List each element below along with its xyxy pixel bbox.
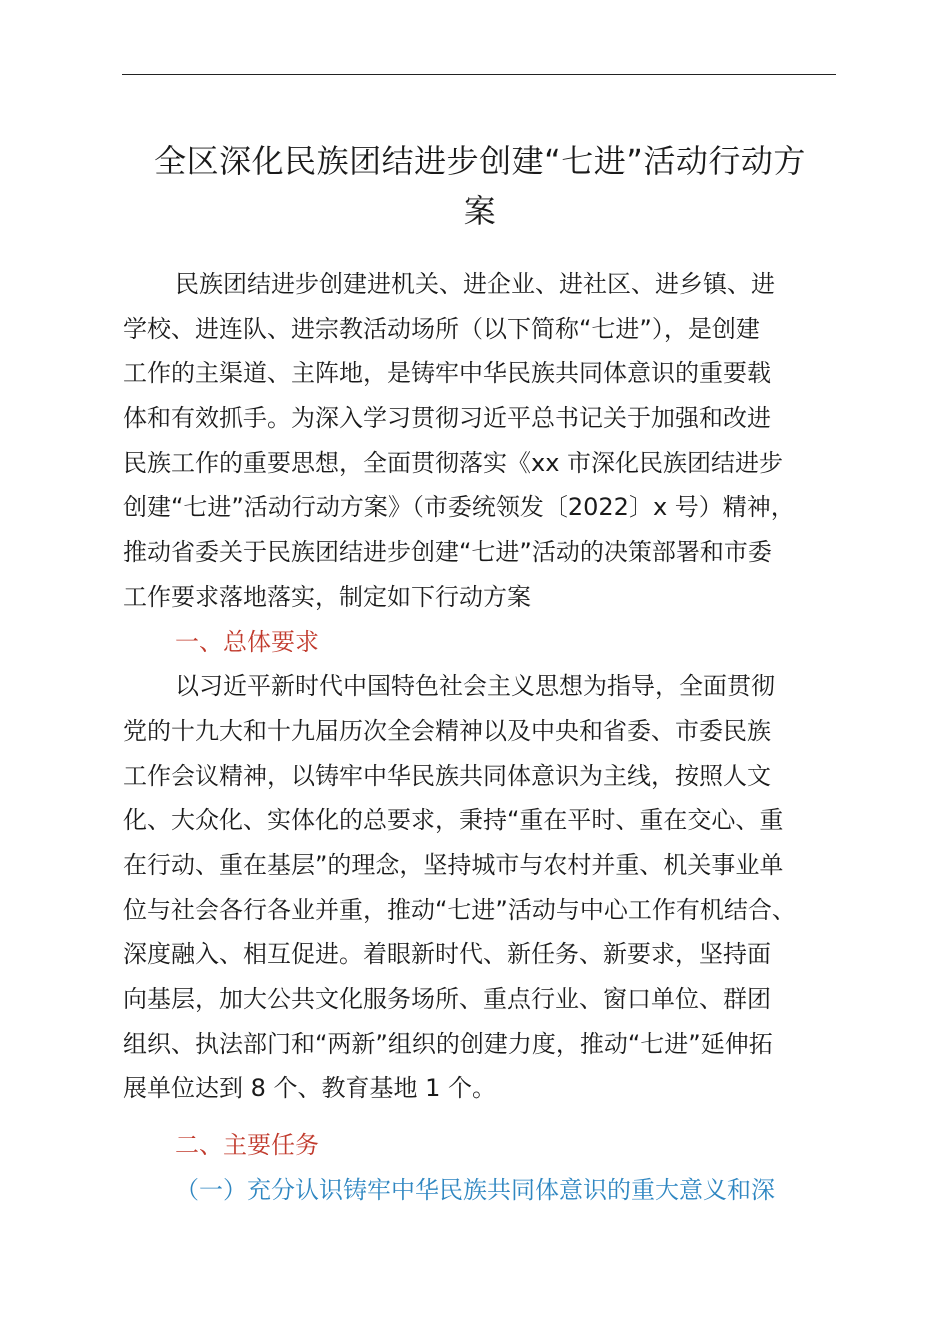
paragraph-line: 工作要求落地落实，制定如下行动方案 [123, 582, 531, 611]
title-line-1: 全区深化民族团结进步创建“七进”活动行动方 [154, 142, 806, 180]
paragraph-line: 在行动、重在基层”的理念，坚持城市与农村并重、机关事业单 [123, 850, 784, 879]
paragraph-line: 工作的主渠道、主阵地，是铸牢中华民族共同体意识的重要载 [123, 359, 771, 388]
paragraph-line: 位与社会各行各业并重，推动“七进”活动与中心工作有机结合、 [123, 895, 796, 924]
paragraph-line: 推动省委关于民族团结进步创建“七进”活动的决策部署和市委 [123, 538, 772, 567]
paragraph-line: 组织、执法部门和“两新”组织的创建力度，推动“七进”延伸拓 [123, 1029, 773, 1058]
intro-paragraph [123, 262, 863, 620]
document-title [110, 136, 850, 236]
section-heading-1: 一、总体要求 [175, 627, 319, 656]
paragraph-line: 向基层，加大公共文化服务场所、重点行业、窗口单位、群团 [123, 985, 771, 1013]
section1-paragraph [123, 664, 863, 1111]
paragraph-line: 民族工作的重要思想，全面贯彻落实《xx 市深化民族团结进步 [123, 448, 784, 477]
spacer [123, 1111, 863, 1123]
paragraph-line: 以习近平新时代中国特色社会主义思想为指导，全面贯彻 [175, 672, 775, 701]
header-rule [122, 74, 836, 75]
subsection-heading-1: （一）充分认识铸牢中华民族共同体意识的重大意义和深 [175, 1175, 775, 1204]
paragraph-line: 深度融入、相互促进。着眼新时代、新任务、新要求，坚持面 [123, 940, 771, 969]
paragraph-line: 工作会议精神，以铸牢中华民族共同体意识为主线，按照人文 [123, 761, 771, 790]
document-body [123, 262, 863, 1212]
paragraph-line: 体和有效抓手。为深入学习贯彻习近平总书记关于加强和改进 [123, 404, 771, 433]
section-heading-2: 二、主要任务 [175, 1131, 319, 1160]
paragraph-line: 学校、进连队、进宗教活动场所（以下简称“七进”），是创建 [123, 314, 760, 343]
paragraph-line: 化、大众化、实体化的总要求，秉持“重在平时、重在交心、重 [123, 806, 784, 835]
paragraph-line: 创建“七进”活动行动方案》（市委统领发〔2022〕x 号）精神， [123, 493, 795, 522]
paragraph-line: 民族团结进步创建进机关、进企业、进社区、进乡镇、进 [175, 270, 775, 298]
paragraph-line: 党的十九大和十九届历次全会精神以及中央和省委、市委民族 [123, 716, 771, 745]
paragraph-line: 展单位达到 8 个、教育基地 1 个。 [123, 1074, 497, 1103]
title-line-2: 案 [463, 192, 497, 230]
